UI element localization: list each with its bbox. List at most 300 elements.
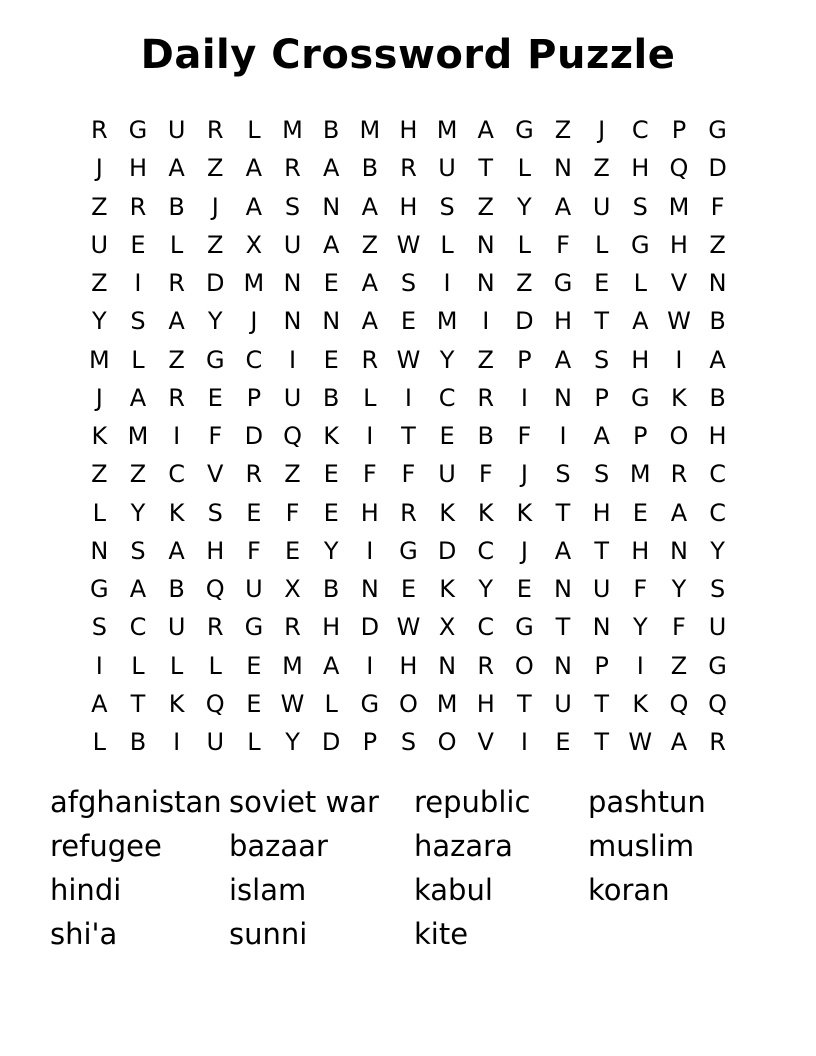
grid-letter: P — [362, 728, 378, 756]
grid-letter: G — [708, 651, 727, 680]
grid-row — [80, 417, 737, 455]
grid-letter: N — [283, 307, 302, 336]
grid-letter: C — [477, 613, 495, 642]
grid-letter: I — [173, 422, 181, 450]
grid-letter: L — [169, 230, 184, 259]
grid-letter: H — [360, 498, 379, 527]
grid-letter: S — [130, 536, 146, 565]
word-list-item: hindi — [50, 873, 122, 907]
grid-letter: T — [130, 689, 146, 718]
grid-letter: I — [520, 383, 528, 412]
grid-letter: R — [129, 192, 147, 221]
grid-letter: F — [633, 575, 648, 603]
grid-letter: Z — [207, 154, 224, 183]
grid-letter: U — [592, 192, 611, 221]
grid-letter: T — [594, 307, 609, 336]
page-title: Daily Crossword Puzzle — [140, 32, 676, 78]
grid-letter: Y — [207, 307, 223, 336]
grid-letter: M — [436, 689, 458, 718]
grid-letter: H — [399, 192, 418, 221]
grid-letter: L — [363, 383, 377, 412]
grid-letter: H — [206, 536, 225, 565]
grid-letter: L — [92, 498, 106, 527]
grid-letter: A — [670, 498, 688, 527]
grid-letter: Z — [554, 116, 572, 144]
grid-letter: S — [130, 307, 146, 336]
grid-letter: R — [90, 116, 108, 144]
word-list-item: pashtun — [588, 785, 706, 819]
grid-row — [80, 647, 737, 685]
grid-letter: U — [245, 575, 263, 603]
grid-letter: Z — [91, 192, 108, 221]
grid-letter: Y — [710, 536, 725, 565]
grid-letter: A — [322, 230, 340, 259]
grid-letter: E — [323, 269, 339, 297]
grid-letter: U — [554, 689, 572, 718]
grid-letter: T — [594, 689, 609, 718]
grid-letter: W — [667, 307, 691, 336]
grid-letter: R — [168, 269, 185, 297]
grid-letter: H — [128, 154, 147, 183]
grid-letter: O — [669, 422, 689, 450]
grid-letter: H — [322, 613, 341, 642]
grid-letter: I — [95, 651, 103, 680]
grid-letter: G — [244, 613, 264, 642]
grid-row — [80, 532, 737, 570]
grid-letter: U — [206, 728, 225, 756]
grid-letter: V — [670, 269, 688, 297]
grid-letter: F — [362, 460, 377, 489]
word-list-item: sunni — [229, 917, 308, 951]
grid-letter: F — [672, 613, 686, 642]
grid-letter: Z — [477, 192, 494, 221]
grid-letter: C — [477, 536, 495, 565]
grid-row — [80, 111, 737, 149]
grid-letter: B — [709, 383, 726, 412]
grid-letter: N — [476, 230, 495, 259]
grid-letter: M — [127, 422, 149, 450]
grid-letter: A — [361, 192, 379, 221]
grid-letter: C — [129, 613, 147, 642]
grid-row — [80, 264, 737, 302]
grid-letter: I — [173, 728, 181, 756]
grid-letter: Z — [91, 460, 108, 489]
grid-letter: L — [247, 116, 261, 144]
grid-letter: Q — [708, 689, 728, 718]
grid-letter: I — [366, 651, 374, 680]
grid-letter: H — [631, 345, 650, 374]
grid-letter: U — [592, 575, 611, 603]
grid-letter: G — [128, 116, 148, 144]
grid-letter: L — [324, 689, 338, 718]
grid-letter: R — [400, 154, 417, 183]
grid-letter: E — [323, 345, 339, 374]
grid-letter: K — [168, 689, 185, 718]
grid-letter: K — [477, 498, 494, 527]
grid-letter: K — [91, 422, 108, 450]
grid-letter: K — [168, 498, 185, 527]
grid-letter: P — [246, 383, 262, 412]
grid-letter: H — [399, 116, 418, 144]
grid-letter: Z — [91, 269, 108, 297]
grid-letter: P — [594, 383, 609, 412]
grid-letter: I — [636, 651, 644, 680]
grid-letter: L — [92, 728, 106, 756]
grid-letter: A — [361, 269, 379, 297]
grid-letter: W — [396, 345, 421, 374]
grid-letter: R — [245, 460, 263, 489]
grid-letter: G — [515, 116, 534, 144]
grid-letter: E — [555, 728, 571, 756]
grid-letter: J — [250, 307, 258, 336]
word-list-item: refugee — [50, 829, 162, 863]
grid-letter: S — [709, 575, 726, 603]
grid-letter: F — [556, 230, 570, 259]
grid-letter: F — [517, 422, 532, 450]
grid-letter: G — [205, 345, 225, 374]
grid-letter: Y — [478, 575, 494, 603]
grid-letter: R — [477, 383, 495, 412]
word-list-item: bazaar — [229, 829, 328, 863]
grid-letter: N — [438, 651, 457, 680]
grid-letter: A — [477, 116, 494, 144]
grid-letter: X — [284, 575, 301, 603]
grid-letter: H — [631, 536, 650, 565]
grid-letter: E — [516, 575, 532, 603]
grid-letter: L — [594, 230, 609, 259]
word-list-item: koran — [588, 873, 670, 907]
grid-letter: G — [553, 269, 573, 297]
grid-letter: S — [400, 728, 417, 756]
grid-letter: A — [709, 345, 726, 374]
grid-letter: A — [245, 192, 263, 221]
grid-letter: A — [554, 536, 572, 565]
grid-letter: O — [514, 651, 534, 680]
grid-letter: M — [436, 307, 458, 336]
grid-letter: I — [520, 728, 528, 756]
grid-letter: H — [631, 154, 650, 183]
grid-letter: D — [708, 154, 727, 183]
grid-letter: F — [285, 498, 300, 527]
grid-letter: E — [130, 230, 146, 259]
grid-letter: L — [131, 651, 145, 680]
grid-letter: M — [282, 116, 303, 144]
grid-letter: K — [671, 383, 687, 412]
grid-letter: S — [284, 192, 301, 221]
grid-letter: N — [708, 269, 727, 297]
grid-letter: E — [323, 460, 339, 489]
grid-letter: I — [366, 536, 374, 565]
grid-letter: G — [515, 613, 534, 642]
grid-letter: T — [594, 728, 609, 756]
grid-letter: Q — [669, 154, 689, 183]
grid-letter: I — [559, 422, 567, 450]
grid-letter: J — [95, 383, 103, 412]
grid-letter: P — [517, 345, 532, 374]
grid-letter: R — [284, 154, 301, 183]
grid-row — [80, 608, 737, 646]
grid-letter: L — [247, 728, 261, 756]
grid-letter: M — [668, 192, 690, 221]
grid-letter: Z — [168, 345, 185, 374]
grid-row — [80, 226, 737, 264]
grid-letter: E — [400, 307, 417, 336]
grid-letter: B — [477, 422, 494, 450]
grid-letter: I — [675, 345, 683, 374]
grid-letter: N — [554, 154, 572, 183]
grid-letter: A — [554, 192, 572, 221]
grid-letter: H — [553, 307, 573, 336]
grid-letter: N — [669, 536, 688, 565]
grid-letter: A — [168, 154, 185, 183]
grid-letter: R — [477, 651, 495, 680]
grid-letter: O — [399, 689, 418, 718]
grid-letter: U — [167, 613, 186, 642]
grid-letter: A — [554, 345, 572, 374]
grid-letter: K — [516, 498, 533, 527]
grid-letter: R — [709, 728, 726, 756]
grid-letter: F — [401, 460, 416, 489]
grid-letter: E — [246, 651, 262, 680]
grid-letter: N — [322, 307, 341, 336]
grid-letter: D — [515, 307, 534, 336]
grid-letter: N — [592, 613, 611, 642]
grid-letter: M — [359, 116, 381, 144]
grid-letter: Z — [129, 460, 147, 489]
grid-letter: K — [439, 498, 455, 527]
grid-letter: Q — [205, 689, 225, 718]
grid-letter: S — [594, 460, 610, 489]
grid-letter: V — [207, 460, 224, 489]
word-list-item: hazara — [414, 829, 513, 863]
grid-letter: U — [283, 383, 302, 412]
grid-letter: U — [283, 230, 302, 259]
grid-letter: R — [284, 613, 301, 642]
word-search-grid — [80, 111, 737, 761]
grid-row — [80, 455, 737, 493]
grid-row — [80, 188, 737, 226]
grid-letter: E — [439, 422, 455, 450]
grid-letter: F — [478, 460, 493, 489]
grid-letter: H — [669, 230, 688, 259]
grid-letter: C — [709, 498, 726, 527]
grid-letter: B — [322, 575, 340, 603]
grid-letter: D — [244, 422, 264, 450]
grid-letter: K — [439, 575, 455, 603]
grid-letter: T — [555, 613, 571, 642]
grid-letter: C — [168, 460, 185, 489]
grid-letter: Z — [207, 230, 224, 259]
grid-letter: B — [168, 575, 185, 603]
grid-letter: O — [437, 728, 457, 756]
word-list-item: afghanistan — [50, 785, 222, 819]
grid-letter: Z — [361, 230, 379, 259]
grid-letter: Z — [284, 460, 301, 489]
grid-letter: F — [246, 536, 261, 565]
grid-letter: E — [594, 269, 610, 297]
grid-letter: A — [168, 536, 185, 565]
grid-letter: M — [629, 460, 651, 489]
grid-letter: P — [671, 116, 687, 144]
grid-letter: E — [284, 536, 301, 565]
word-list-empty — [588, 912, 706, 956]
grid-letter: N — [476, 269, 495, 297]
grid-letter: L — [517, 154, 532, 183]
grid-letter: I — [288, 345, 297, 374]
grid-row — [80, 723, 737, 761]
grid-letter: Y — [517, 192, 532, 221]
grid-letter: Y — [632, 613, 648, 642]
word-list-item: islam — [229, 873, 307, 907]
grid-letter: Q — [283, 422, 302, 450]
grid-letter: W — [280, 689, 305, 718]
grid-letter: K — [632, 689, 649, 718]
grid-letter: U — [438, 154, 456, 183]
word-list-item: kabul — [414, 873, 493, 907]
grid-letter: A — [322, 154, 340, 183]
grid-letter: G — [630, 383, 650, 412]
grid-letter: S — [555, 460, 571, 489]
grid-letter: N — [554, 575, 572, 603]
grid-letter: M — [282, 651, 303, 680]
grid-letter: R — [206, 613, 224, 642]
grid-letter: S — [91, 613, 107, 642]
grid-letter: S — [632, 192, 648, 221]
grid-letter: X — [245, 230, 263, 259]
grid-letter: N — [554, 651, 572, 680]
grid-letter: R — [400, 498, 417, 527]
grid-letter: Y — [91, 307, 107, 336]
grid-letter: A — [245, 154, 263, 183]
grid-letter: A — [593, 422, 610, 450]
grid-letter: U — [438, 460, 456, 489]
grid-letter: R — [670, 460, 688, 489]
grid-letter: S — [594, 345, 610, 374]
grid-letter: M — [243, 269, 265, 297]
grid-letter: L — [169, 651, 184, 680]
grid-letter: U — [90, 230, 109, 259]
grid-letter: H — [592, 498, 611, 527]
grid-letter: L — [633, 269, 647, 297]
grid-letter: F — [208, 422, 223, 450]
grid-letter: Z — [709, 230, 726, 259]
grid-letter: E — [246, 689, 262, 718]
grid-letter: D — [206, 269, 225, 297]
grid-letter: G — [708, 116, 727, 144]
grid-letter: G — [360, 689, 380, 718]
grid-letter: A — [322, 651, 340, 680]
grid-letter: U — [708, 613, 727, 642]
grid-letter: W — [628, 728, 653, 756]
grid-letter: Q — [669, 689, 689, 718]
grid-letter: R — [168, 383, 185, 412]
grid-row — [80, 149, 737, 187]
grid-letter: M — [88, 345, 110, 374]
grid-letter: D — [321, 728, 341, 756]
grid-letter: J — [520, 536, 528, 565]
grid-letter: E — [632, 498, 648, 527]
grid-letter: E — [207, 383, 223, 412]
grid-letter: W — [396, 230, 421, 259]
grid-letter: T — [401, 422, 416, 450]
grid-letter: I — [404, 383, 412, 412]
grid-letter: B — [361, 154, 379, 183]
grid-letter: L — [440, 230, 454, 259]
grid-letter: Z — [670, 651, 688, 680]
grid-letter: C — [631, 116, 649, 144]
grid-letter: N — [283, 269, 302, 297]
grid-letter: Y — [671, 575, 687, 603]
grid-letter: R — [361, 345, 379, 374]
grid-letter: A — [129, 383, 147, 412]
grid-letter: V — [477, 728, 494, 756]
grid-letter: B — [709, 307, 726, 336]
grid-letter: F — [710, 192, 725, 221]
grid-letter: N — [322, 192, 341, 221]
grid-letter: Z — [516, 269, 533, 297]
grid-letter: T — [478, 154, 494, 183]
grid-letter: A — [91, 689, 108, 718]
grid-letter: A — [129, 575, 147, 603]
grid-row — [80, 570, 737, 608]
grid-letter: B — [322, 116, 340, 144]
grid-letter: C — [709, 460, 726, 489]
grid-letter: T — [555, 498, 571, 527]
grid-letter: E — [323, 498, 339, 527]
grid-letter: H — [708, 422, 727, 450]
grid-row — [80, 341, 737, 379]
grid-letter: T — [517, 689, 532, 718]
grid-letter: H — [399, 651, 418, 680]
grid-letter: P — [633, 422, 648, 450]
grid-letter: A — [632, 307, 649, 336]
word-list-item: kite — [414, 917, 469, 951]
grid-letter: U — [167, 116, 186, 144]
grid-letter: S — [439, 192, 455, 221]
grid-letter: L — [208, 651, 222, 680]
word-list-item: republic — [414, 785, 531, 819]
grid-row — [80, 302, 737, 340]
grid-letter: Y — [439, 345, 455, 374]
grid-letter: E — [400, 575, 417, 603]
grid-row — [80, 685, 737, 723]
grid-letter: N — [90, 536, 109, 565]
grid-letter: G — [90, 575, 109, 603]
grid-letter: I — [366, 422, 374, 450]
grid-letter: Z — [593, 154, 610, 183]
grid-letter: I — [482, 307, 490, 336]
grid-letter: C — [245, 345, 263, 374]
grid-row — [80, 494, 737, 532]
grid-letter: T — [594, 536, 609, 565]
grid-letter: R — [206, 116, 224, 144]
word-list-item: shi'a — [50, 917, 118, 951]
grid-letter: S — [207, 498, 223, 527]
grid-letter: J — [95, 154, 103, 183]
grid-letter: E — [246, 498, 262, 527]
word-list-item: muslim — [588, 829, 695, 863]
grid-letter: W — [396, 613, 421, 642]
grid-letter: J — [520, 460, 528, 489]
grid-letter: A — [361, 307, 379, 336]
grid-letter: B — [322, 383, 340, 412]
grid-letter: K — [323, 422, 340, 450]
grid-letter: J — [211, 192, 219, 221]
grid-letter: G — [630, 230, 650, 259]
grid-letter: Y — [130, 498, 146, 527]
grid-letter: A — [670, 728, 688, 756]
grid-letter: I — [134, 269, 142, 297]
